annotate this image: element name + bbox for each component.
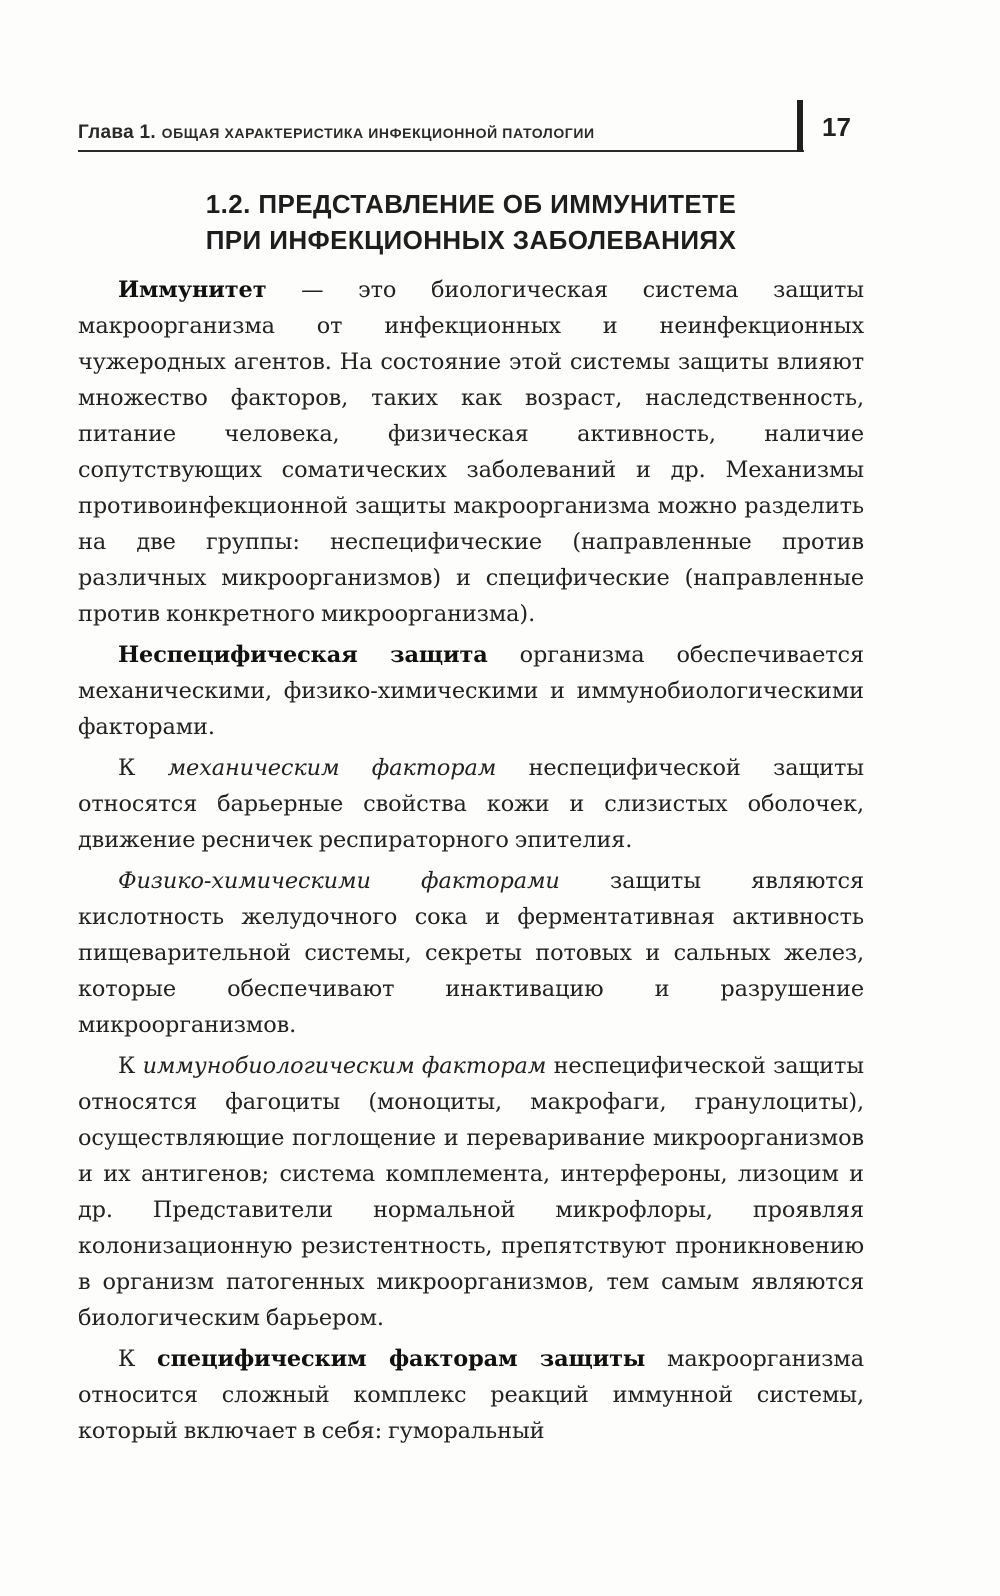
term-immunity: Иммунитет bbox=[118, 277, 267, 303]
paragraph-text: неспецифической защиты относятся фагоциты (моноциты, макрофаги, гранулоциты), осуществляющие поглощение и переваривание микроорганизмов и их антигенов; система комплемента, интерфероны, лизоцим и др. Представители нормальной микрофлоры, проявляя колонизационную резистентность, препятствуют проникновению в организм патогенных микроорганизмов, тем самым являются биологическим барьером. bbox=[78, 1053, 864, 1331]
section-title-line-2: ПРИ ИНФЕКЦИОННЫХ ЗАБОЛЕВАНИЯХ bbox=[205, 225, 737, 255]
paragraph-text: макроорганизма относится сложный комплекс реакций иммунной системы, который включает в себя: гуморальный bbox=[78, 1346, 864, 1444]
term-specific-factors: специфическим факторам защиты bbox=[157, 1346, 646, 1372]
page-number: 17 bbox=[822, 112, 851, 142]
paragraph-text: — это биологическая система защиты макроорганизма от инфекционных и неинфекционных чужеродных агентов. На состояние этой системы защиты влияют множество факторов, таких как возраст, наследственность, питание человека, физическая активность, наличие сопутствующих соматических заболеваний и др. Механизмы противоинфекционной защиты макроорганизма можно разделить на две группы: неспецифические (направленные против различных микроорганизмов) и специфические (направленные против конкретного микроорганизма). bbox=[78, 277, 864, 627]
paragraph-lead: К bbox=[118, 755, 168, 781]
paragraph-physicochemical-factors bbox=[78, 863, 864, 1043]
paragraph-mechanical-factors bbox=[78, 750, 864, 858]
paragraph-text: организма обеспечивается механическими, физико-химическими и иммунобиологическими факторами. bbox=[78, 642, 864, 740]
body-text bbox=[78, 272, 864, 1454]
paragraph-nonspecific-defense bbox=[78, 637, 864, 745]
term-mechanical-factors: механическим факторам bbox=[167, 755, 497, 781]
paragraph-text: неспецифической защиты относятся барьерные свойства кожи и слизистых оболочек, движение ресничек респираторного эпителия. bbox=[78, 755, 864, 853]
chapter-heading bbox=[78, 122, 595, 144]
chapter-title: ОБЩАЯ ХАРАКТЕРИСТИКА ИНФЕКЦИОННОЙ ПАТОЛОГИИ bbox=[161, 125, 595, 141]
term-physicochemical-factors: Физико-химическими факторами bbox=[118, 868, 560, 894]
paragraph-lead: К bbox=[118, 1346, 158, 1372]
paragraph-immunity bbox=[78, 272, 864, 632]
section-title-line-1: 1.2. ПРЕДСТАВЛЕНИЕ ОБ ИММУНИТЕТЕ bbox=[205, 189, 737, 219]
header-vertical-rule bbox=[797, 100, 803, 152]
paragraph-lead: К bbox=[118, 1053, 143, 1079]
paragraph-text: защиты являются кислотность желудочного сока и ферментативная активность пищеварительной системы, секреты потовых и сальных желез, которые обеспечивают инактивацию и разрушение микроорганизмов. bbox=[78, 868, 864, 1038]
running-header bbox=[78, 112, 804, 152]
paragraph-immunobiological-factors bbox=[78, 1048, 864, 1336]
section-title bbox=[78, 186, 864, 258]
paragraph-specific-factors bbox=[78, 1341, 864, 1449]
chapter-label: Глава 1. bbox=[78, 122, 156, 143]
term-nonspecific-defense: Неспецифическая защита bbox=[118, 642, 488, 668]
term-immunobiological-factors: иммунобиологическим факторам bbox=[142, 1053, 547, 1079]
